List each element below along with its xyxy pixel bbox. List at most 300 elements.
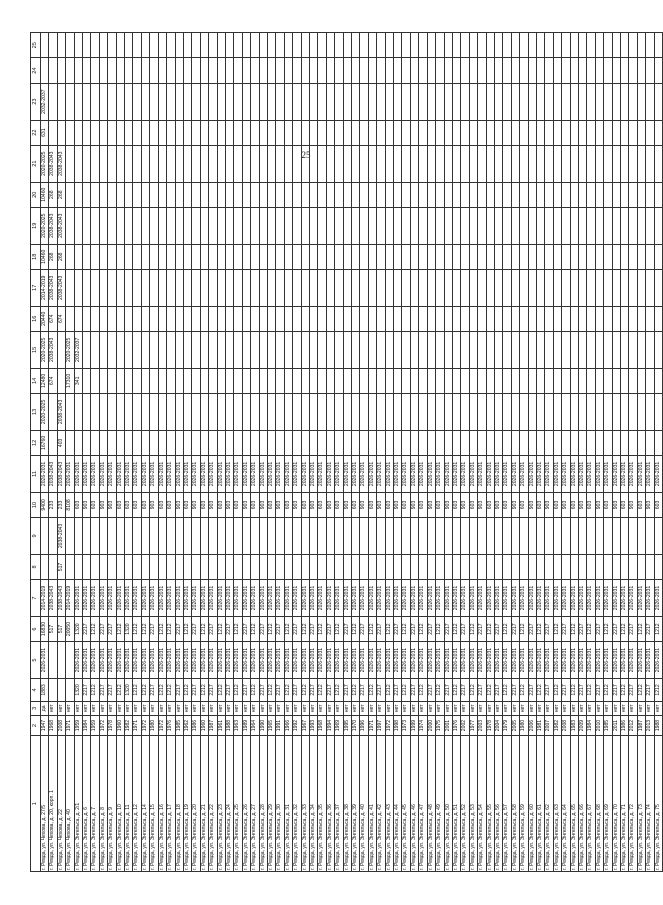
table-cell: 517 [49,616,57,641]
table-cell [654,145,662,182]
table-cell [57,642,65,679]
table-cell [276,306,284,331]
table-cell: 2026-2031 [621,580,629,617]
table-cell [343,393,351,430]
table-cell [251,83,259,120]
table-cell: 2217 [276,616,284,641]
table-cell [335,393,343,430]
table-cell: 1212 [133,678,141,701]
table-cell [612,306,620,331]
table-cell: 2217 [629,616,637,641]
table-cell: 1212 [587,678,595,701]
table-cell [310,207,318,244]
table-cell: 2026-2031 [293,642,301,679]
table-cell: нет [99,701,107,715]
table-cell: нет [74,701,82,715]
table-cell [91,368,99,393]
table-cell: 603 [604,492,612,517]
table-cell: 1212 [553,616,561,641]
table-cell: 2026-2031 [511,456,519,493]
table-cell [553,430,561,455]
table-cell: 2217 [528,616,536,641]
table-cell [444,331,452,368]
table-cell: 1212 [141,678,149,701]
table-cell [352,33,360,58]
table-cell [183,430,191,455]
table-cell [310,331,318,368]
table-cell [368,306,376,331]
table-cell: нет [217,701,225,715]
table-cell [293,306,301,331]
table-cell: 12480 [41,368,49,393]
table-cell [318,83,326,120]
table-cell [570,554,578,579]
address-cell: г. Ревда, ул. Энгельса, д. 42 [377,736,385,872]
table-cell: нет [486,701,494,715]
table-cell [536,368,544,393]
table-cell: нет [536,701,544,715]
table-cell: 2008 [562,715,570,736]
table-cell [444,393,452,430]
table-row [49,33,57,872]
table-cell [352,306,360,331]
address-cell: г. Ревда, ул. Энгельса, д. 63 [553,736,561,872]
table-cell: 2026-2031 [242,642,250,679]
address-cell: г. Ревда, ул. Энгельса, д. 17 [167,736,175,872]
table-cell [225,368,233,393]
table-cell: 1212 [318,678,326,701]
table-cell: 2026-2031 [209,642,217,679]
table-cell: 1978 [486,715,494,736]
table-cell [368,554,376,579]
table-cell [158,145,166,182]
table-cell [99,518,107,555]
table-cell [427,554,435,579]
table-cell [150,269,158,306]
table-cell: 2026-2031 [461,642,469,679]
table-cell [66,145,74,182]
table-cell: 2026-2031 [469,642,477,679]
table-cell: 903 [579,492,587,517]
table-cell [158,331,166,368]
table-cell: 1978 [108,715,116,736]
table-cell [478,306,486,331]
table-cell [310,58,318,83]
table-cell [133,182,141,207]
table-row [335,33,343,872]
table-cell [494,393,502,430]
table-cell [150,182,158,207]
table-cell [242,244,250,269]
address-cell: г. Ревда, ул. Энгельса, д. 46 [410,736,418,872]
table-cell: нет [108,701,116,715]
table-cell: 674 [49,306,57,331]
table-cell [469,393,477,430]
table-cell [225,518,233,555]
table-cell: 1212 [520,616,528,641]
table-cell [579,33,587,58]
table-cell [402,554,410,579]
table-cell: 2026-2031 [503,456,511,493]
address-cell: г. Ревда, ул. Энгельса, д. 59 [520,736,528,872]
table-cell [419,244,427,269]
table-cell: 1997 [377,715,385,736]
table-cell: 2026-2031 [116,456,124,493]
table-cell: 2026-2031 [646,580,654,617]
table-cell: 2026-2031 [133,456,141,493]
table-cell: 2217 [150,616,158,641]
table-cell: 1212 [200,678,208,701]
table-cell [192,331,200,368]
table-cell [158,83,166,120]
table-cell [394,430,402,455]
table-cell [192,306,200,331]
table-cell [91,58,99,83]
table-cell: нет [587,701,595,715]
table-cell [419,207,427,244]
table-cell: 2026-2031 [452,580,460,617]
table-cell [520,331,528,368]
table-cell: 1982 [125,715,133,736]
address-cell: г. Ревда, ул. Энгельса, д. 12 [133,736,141,872]
table-cell [125,207,133,244]
table-cell [259,368,267,393]
address-cell: г. Ревда, ул. Чехова, д. 20, корп. 1 [49,736,57,872]
table-cell [116,518,124,555]
table-cell [217,393,225,430]
table-cell [478,554,486,579]
table-cell [335,120,343,145]
table-cell: 2217 [99,678,107,701]
table-row [234,33,242,872]
table-cell [301,331,309,368]
table-cell [310,182,318,207]
table-cell [343,244,351,269]
table-cell [637,244,645,269]
table-cell [57,83,65,120]
table-cell: 1959 [91,715,99,736]
table-cell [66,678,74,701]
table-cell [158,244,166,269]
table-cell [629,207,637,244]
table-cell [200,306,208,331]
address-cell: г. Ревда, ул. Энгельса, д. 75 [654,736,662,872]
table-cell: нет [150,701,158,715]
table-cell [360,331,368,368]
table-cell [167,368,175,393]
table-cell [444,269,452,306]
table-cell: 1212 [621,616,629,641]
table-cell: 2026-2031 [452,456,460,493]
table-cell: 2026-2031 [570,456,578,493]
table-cell [209,182,217,207]
table-cell [200,518,208,555]
table-cell [158,58,166,83]
table-cell: нет [175,701,183,715]
table-cell [251,182,259,207]
table-cell [595,83,603,120]
table-cell [83,269,91,306]
table-cell: 2026-2031 [637,456,645,493]
table-cell: 2026-2031 [284,580,292,617]
table-cell [545,331,553,368]
table-cell [604,518,612,555]
table-cell [293,145,301,182]
table-cell [175,368,183,393]
table-cell: 1212 [368,678,376,701]
table-cell [595,58,603,83]
table-cell [402,518,410,555]
table-cell [335,182,343,207]
table-cell [259,306,267,331]
table-cell [553,368,561,393]
table-cell: 2217 [276,678,284,701]
table-cell: 2026-2031 [478,456,486,493]
table-cell [562,554,570,579]
table-cell: 2026-2031 [217,456,225,493]
table-cell [175,554,183,579]
table-cell: 1212 [116,616,124,641]
table-cell [293,207,301,244]
table-cell [410,83,418,120]
table-cell [225,244,233,269]
table-cell: 2013 [646,715,654,736]
table-cell [225,306,233,331]
table-cell: 2026-2031 [183,642,191,679]
table-cell [133,306,141,331]
table-cell: 603 [318,492,326,517]
table-cell [410,120,418,145]
table-cell: 2026-2031 [259,642,267,679]
table-cell [175,393,183,430]
table-cell: 2014-2019 [66,580,74,617]
table-cell [587,430,595,455]
table-cell [301,518,309,555]
table-cell: 1212 [301,616,309,641]
column-header: 16 [31,306,41,331]
table-cell: 2026-2031 [595,642,603,679]
table-cell [595,518,603,555]
table-cell [125,182,133,207]
table-cell [427,269,435,306]
table-cell: 1212 [284,678,292,701]
table-cell: 1212 [352,616,360,641]
table-cell [192,368,200,393]
table-cell: 2026-2031 [293,580,301,617]
table-cell: 2026-2031 [427,580,435,617]
table-cell [91,518,99,555]
table-cell [444,430,452,455]
table-cell [158,518,166,555]
table-cell: 2010 [595,715,603,736]
table-cell [192,518,200,555]
table-cell [545,393,553,430]
table-cell [251,120,259,145]
table-cell [209,269,217,306]
table-cell: 2217 [461,616,469,641]
table-cell [604,120,612,145]
table-cell [83,430,91,455]
table-cell [251,244,259,269]
table-cell [503,120,511,145]
table-cell [352,331,360,368]
table-cell [646,554,654,579]
table-cell: 2026-2031 [83,642,91,679]
table-cell: 2026-2031 [520,580,528,617]
table-cell [612,120,620,145]
table-cell [452,554,460,579]
table-cell [612,33,620,58]
table-cell [192,120,200,145]
table-cell: 2026-2031 [360,580,368,617]
table-cell [74,269,82,306]
table-cell: 1972 [141,715,149,736]
table-cell [133,58,141,83]
table-cell [318,368,326,393]
table-cell [385,33,393,58]
table-cell [360,120,368,145]
table-cell: 2217 [444,616,452,641]
table-cell [654,306,662,331]
table-cell [326,58,334,83]
table-cell: нет [629,701,637,715]
table-cell: 1320 [125,678,133,701]
table-cell [209,331,217,368]
column-header: 4 [31,678,41,701]
table-cell: 2026-2031 [503,580,511,617]
address-cell: г. Ревда, ул. Энгельса, д. 40 [360,736,368,872]
table-row [293,33,301,872]
table-cell [293,554,301,579]
table-cell: 1990 [259,715,267,736]
table-row [444,33,452,872]
table-cell [200,33,208,58]
table-cell: 2032-2037 [41,83,49,120]
table-cell: 2020-2025 [41,331,49,368]
table-cell [66,83,74,120]
address-cell: г. Ревда, ул. Энгельса, д. 47 [419,736,427,872]
table-cell [385,145,393,182]
table-cell [175,331,183,368]
table-cell: 1212 [402,616,410,641]
table-cell: 2026-2031 [301,642,309,679]
table-cell [637,58,645,83]
table-cell [595,120,603,145]
table-cell [570,368,578,393]
table-row [259,33,267,872]
table-cell: 1986 [192,715,200,736]
table-cell: 2026-2031 [629,580,637,617]
table-cell [150,393,158,430]
address-cell: г. Ревда, ул. Энгельса, д. 32 [293,736,301,872]
table-cell: 1212 [91,678,99,701]
table-cell: 1212 [335,616,343,641]
table-cell [511,554,519,579]
table-cell: 903 [293,492,301,517]
table-cell: 674 [57,306,65,331]
table-cell [402,58,410,83]
table-cell [200,331,208,368]
table-cell: 1968 [318,715,326,736]
table-cell [276,430,284,455]
column-header: 2 [31,715,41,736]
table-cell: 1212 [570,616,578,641]
table-cell [452,518,460,555]
table-cell [335,207,343,244]
table-cell: 2217 [242,678,250,701]
table-cell: 2026-2031 [478,642,486,679]
table-cell [318,430,326,455]
table-cell [108,393,116,430]
table-cell [654,83,662,120]
table-cell [444,207,452,244]
table-cell [360,393,368,430]
table-cell [293,269,301,306]
table-cell: нет [310,701,318,715]
table-cell: нет [469,701,477,715]
table-cell [486,269,494,306]
table-cell [99,393,107,430]
table-cell [579,269,587,306]
table-cell [276,518,284,555]
table-cell [629,554,637,579]
table-cell [66,244,74,269]
table-cell: 2026-2031 [175,580,183,617]
table-cell [284,331,292,368]
table-cell: 603 [452,492,460,517]
table-cell: 10460 [41,244,49,269]
table-cell [444,554,452,579]
table-cell [528,120,536,145]
table-cell: нет [511,701,519,715]
table-cell [133,331,141,368]
table-cell [621,120,629,145]
table-cell [259,331,267,368]
table-cell: 1212 [158,678,166,701]
table-cell: 2217 [427,616,435,641]
table-cell [637,430,645,455]
table-cell [276,120,284,145]
table-cell [385,58,393,83]
address-cell: г. Ревда, ул. Энгельса, д. 21 [200,736,208,872]
table-cell: нет [301,701,309,715]
table-cell [621,145,629,182]
table-cell [217,58,225,83]
table-cell [318,269,326,306]
address-cell: г. Ревда, ул. Энгельса, д. 53 [469,736,477,872]
column-header: 17 [31,269,41,306]
table-cell [74,518,82,555]
table-cell: 2217 [410,678,418,701]
table-cell [91,207,99,244]
table-cell [318,207,326,244]
table-cell [494,244,502,269]
table-cell [141,182,149,207]
table-cell: 2026-2031 [343,580,351,617]
table-cell: 268 [49,182,57,207]
table-cell: 2217 [562,678,570,701]
table-cell [352,244,360,269]
table-cell [570,306,578,331]
table-cell [646,306,654,331]
table-cell: 903 [150,492,158,517]
table-cell [621,269,629,306]
table-cell [637,120,645,145]
table-cell [528,554,536,579]
table-cell: 1993 [310,715,318,736]
table-cell [478,207,486,244]
table-cell [158,207,166,244]
